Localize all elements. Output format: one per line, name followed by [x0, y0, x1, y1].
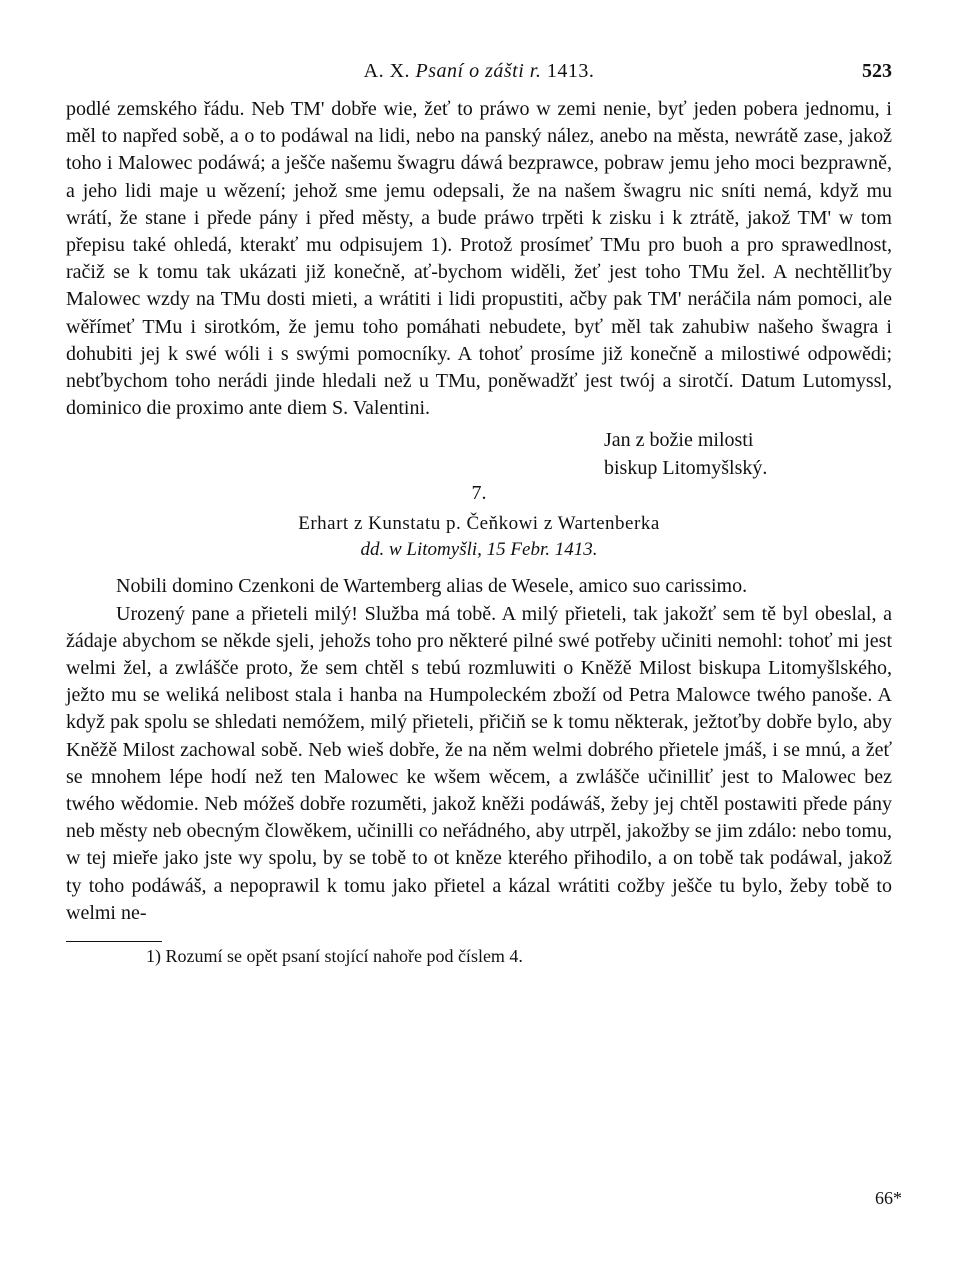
running-head-year: 1413. [546, 60, 595, 82]
document-title: Erhart z Kunstatu p. Čeňkowi z Wartenberka [298, 513, 660, 535]
page [66, 60, 892, 967]
signature-line-2: biskup Litomyšlský. [604, 457, 768, 480]
document-number: 7. [471, 482, 487, 505]
page-header [66, 60, 892, 96]
running-head [66, 60, 892, 83]
letter-continuation: podlé zemského řádu. Neb TM' dobře wie, žeť to práwo w zemi nenie, byť jeden pobera jednomu, i měl to napřed sobě, a o to podáwal na lidi, nebo na panský nález, anebo na města, newrátě zase, jakož toho i Malowec podáwá; a ješče našemu šwagru dáwá bezprawce, pobraw jemu jeho moci bezprawně, a jeho lidi maje u wězení; jehož sme jemu odepsali, že na našem šwagru nic sníti nemá, když mu wrátí, že stane i přede pány i před městy, a bude práwo trpěti k zisku i k ztrátě, jakož TM' w tom přepisu také ohledá, kterakť mu odpisujem 1). Protož prosímeť TMu pro buoh a pro sprawedlnost, račiž se k tomu tak ukázati již konečně, ať-bychom widěli, žeť jest toho TMu žel. A nechtělliťby Malowec wzdy na TMu dosti mieti, a wrátiti i lidi propustiti, ačby pak TM' neráčila nám pomoci, ale wěřímeť TMu i sirotkóm, že jemu toho pomáhati nebudete, byť měl tak zahubiw našeho šwagra i dohubiti jej k swé wóli i s swými pomocníky. A tohoť prosíme již konečně a milostiwé odpowědi; nebťbychom toho nerádi jinde hledali než u TMu, poněwadžť jest twój a sirotčí. Datum Lutomyssl, dominico die proximo ante diem S. Valentini. [66, 98, 892, 420]
letter [66, 573, 892, 927]
signature [604, 426, 892, 482]
page-number: 523 [862, 60, 892, 82]
running-head-title: Psaní o zášti r. [415, 60, 542, 82]
body-text [66, 96, 892, 422]
letter-body: Urozený pane a přieteli milý! Služba má tobě. A milý přieteli, tak jakožť sem tě byl obeslal, a žádaje abychom se někde sjeli, jehožs toho pro některé pilné swé potřeby učiniti nemohl: tohoť mi jest welmi žel, a zwlášče proto, že sem chtěl s tebú rozmluwiti o Kněžě Milost biskupa Litomyšlského, ježto mu se weliká nelibost stala i hanba na Humpoleckém zboží od Petra Malowce twého panoše. A když pak spolu se shledati nemóžem, milý přieteli, přičiň se k tomu některak, ježtoťby dobře bylo, aby Kněžě Milost zachowal sobě. Neb wieš dobře, že na něm welmi dobrého přietele jmáš, i se mnú, a žeť se mnohem lépe hodí než ten Malowec ke wšem wěcem, a zwlášče učinilliť jest to Malowec bez twého wědomie. Neb móžeš dobře rozuměti, jakož kněži podáwáš, žeby jej chtěl postawiti přede pány neb městy neb obecným člowěkem, učinilli co neřádného, aby utrpěl, jakožby se jim zdálo: nebo tomu, w tej mieře jako jste wy spolu, by se tobě to ot kněze kterého přihodilo, a on tobě tak podáwal, jakož ty toho podáwáš, a nepoprawil k tomu jako přietel a kázal wrátiti cožby ješče tu bylo, žeby tobě to welmi ne- [66, 602, 892, 924]
printer-signature-mark: 66* [875, 1188, 902, 1208]
letter-address: Nobili domino Czenkoni de Wartemberg alias de Wesele, amico suo carissimo. [116, 575, 748, 598]
signature-line-1: Jan z božie milosti [604, 429, 754, 452]
document-date: dd. w Litomyšli, 15 Febr. 1413. [360, 539, 598, 561]
footnote-marker: 1) [146, 946, 161, 967]
footnote-text: Rozumí se opět psaní stojící nahoře pod číslem 4. [165, 946, 523, 967]
footnote [146, 946, 892, 967]
footnote-divider [66, 941, 162, 942]
running-head-prefix: A. X. [363, 60, 411, 82]
